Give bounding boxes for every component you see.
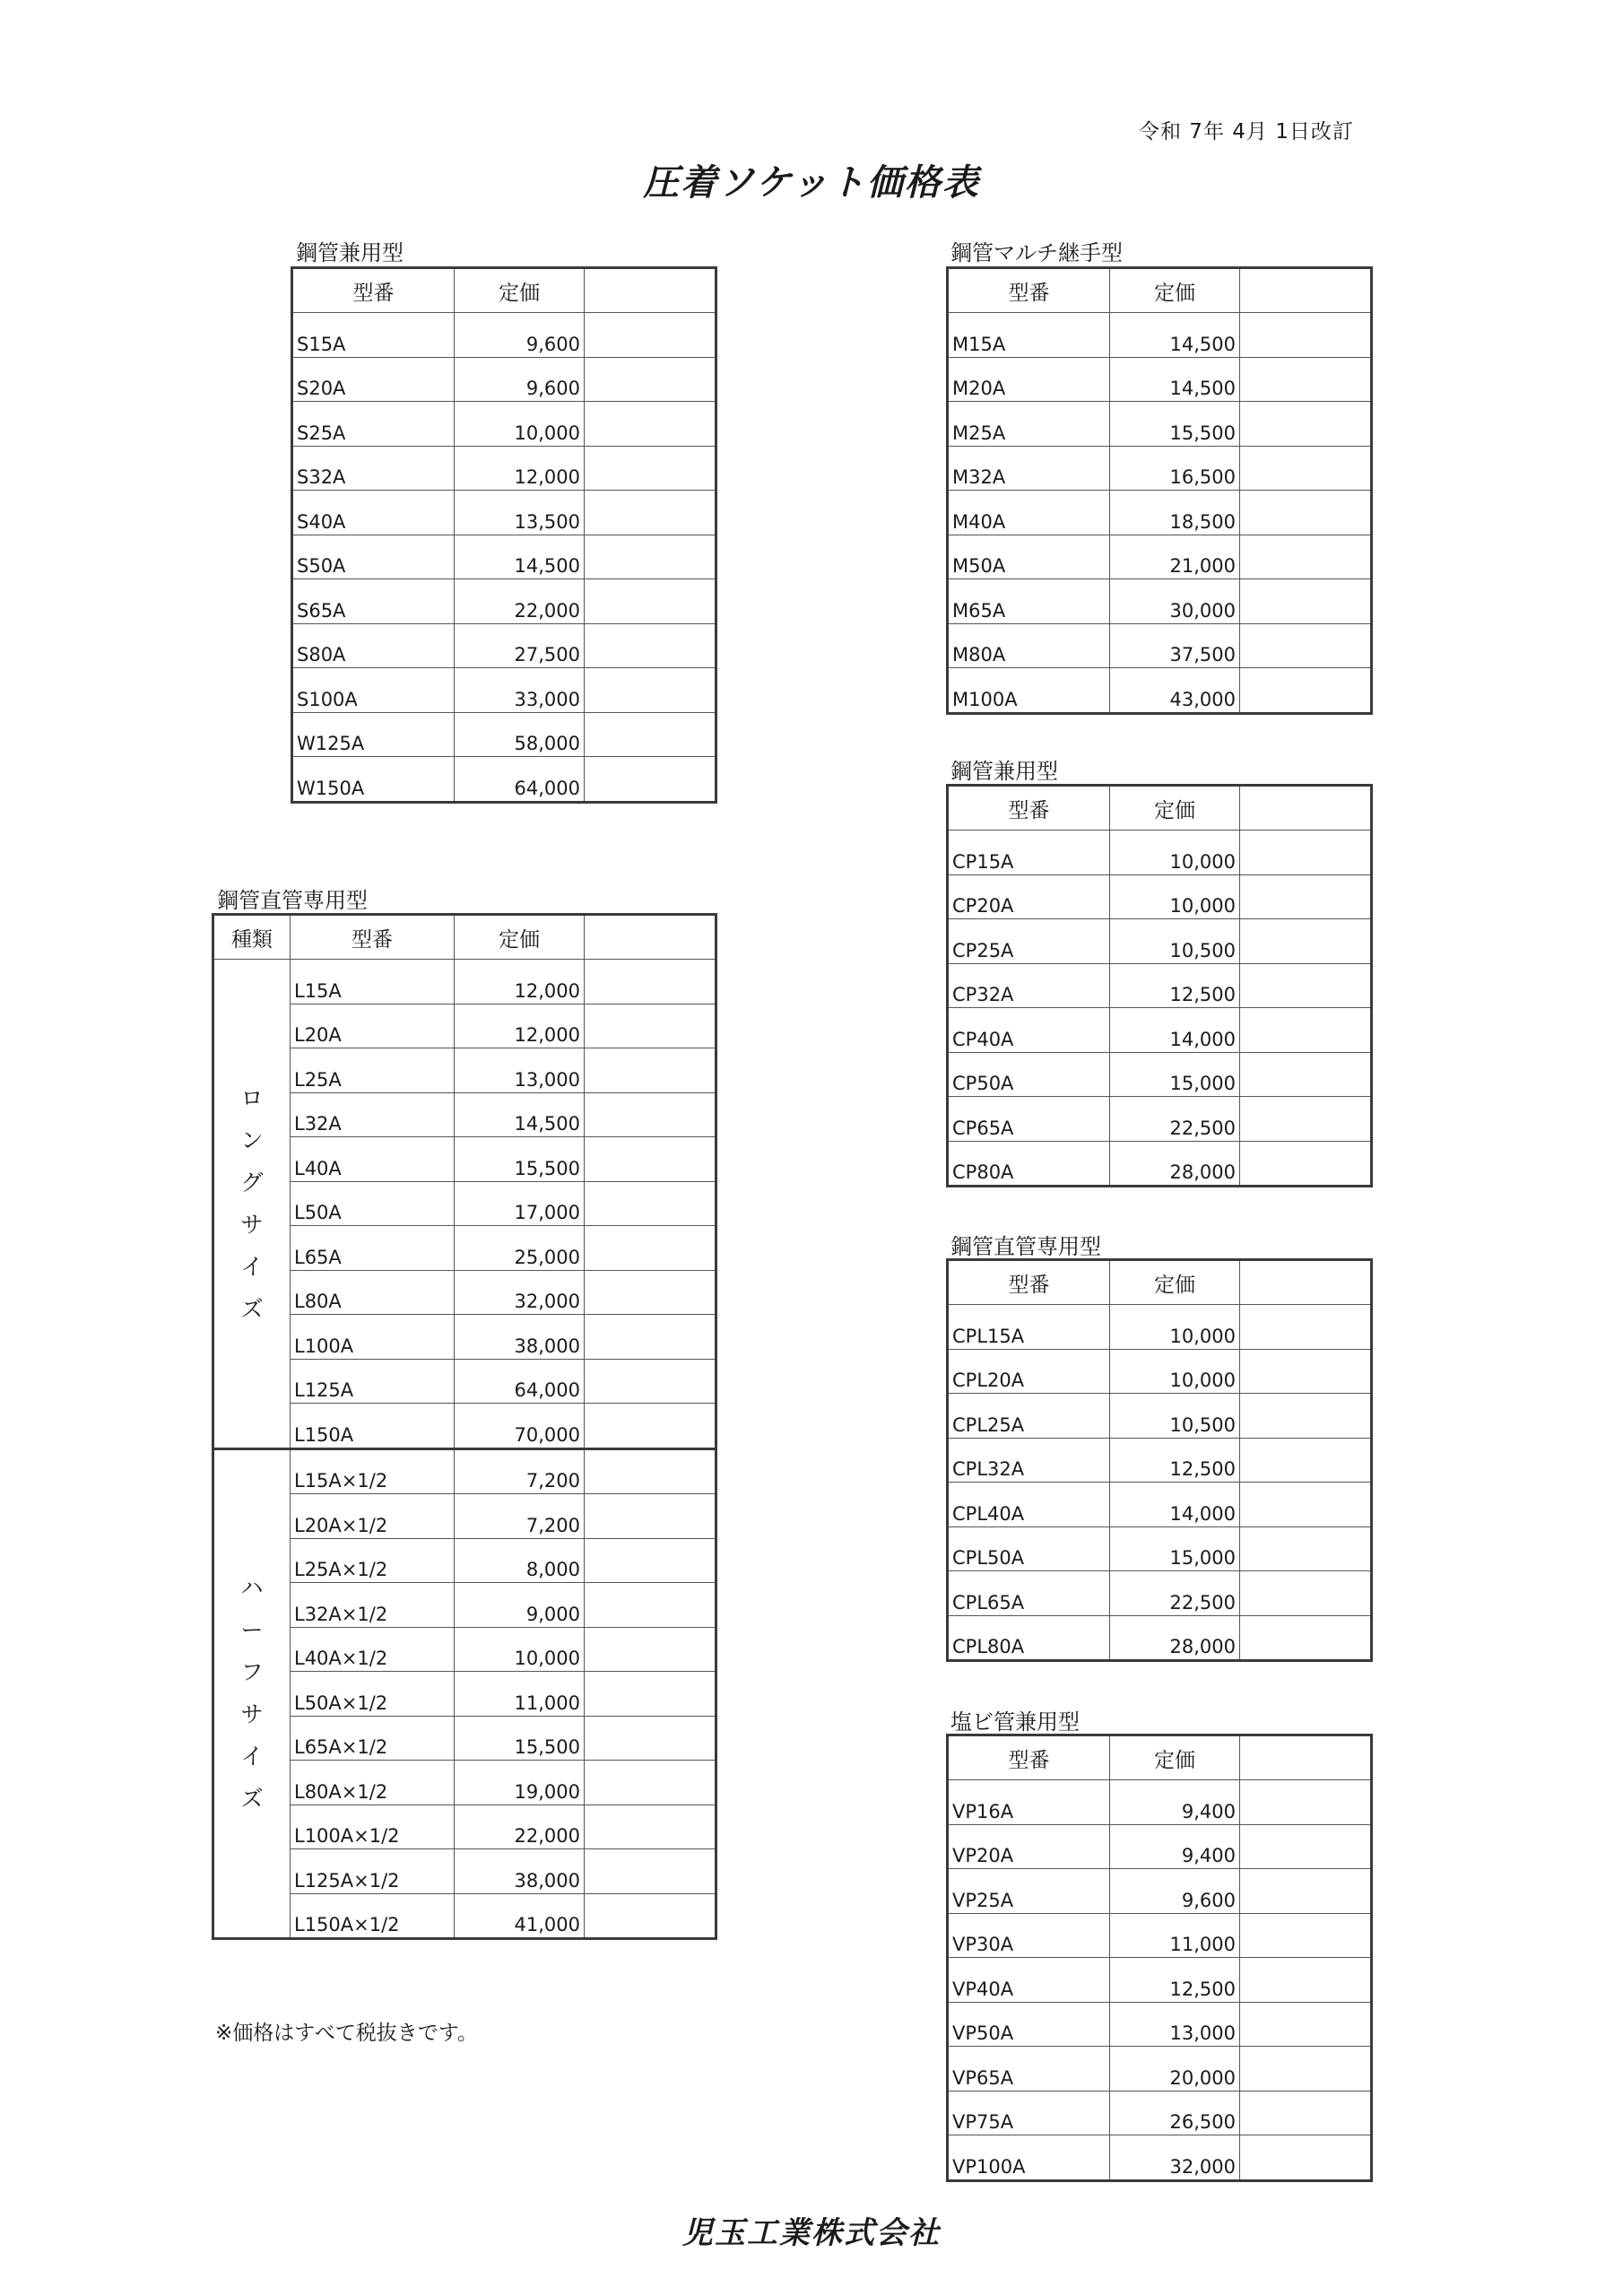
blank-cell xyxy=(1240,1141,1372,1187)
price-cell: 38,000 xyxy=(455,1315,585,1360)
blank-cell xyxy=(585,1716,716,1761)
model-cell: W150A xyxy=(292,757,455,803)
blank-cell xyxy=(585,313,716,358)
table-row xyxy=(292,668,716,713)
model-cell: VP25A xyxy=(948,1869,1110,1914)
price-cell: 10,000 xyxy=(1110,831,1240,875)
table-row xyxy=(292,623,716,668)
model-cell: S50A xyxy=(292,535,455,579)
table-row xyxy=(948,2091,1372,2135)
model-cell: M32A xyxy=(948,446,1110,491)
blank-cell xyxy=(585,1315,716,1360)
price-cell: 10,000 xyxy=(1110,1349,1240,1394)
price-cell: 10,000 xyxy=(455,402,585,447)
price-cell: 14,500 xyxy=(455,535,585,579)
blank-cell xyxy=(1240,623,1372,668)
section-label-s: 鋼管兼用型 xyxy=(296,240,404,265)
model-cell: CPL65A xyxy=(948,1571,1110,1616)
model-cell: L100A×1/2 xyxy=(291,1805,455,1849)
price-cell: 22,000 xyxy=(455,579,585,624)
price-cell: 22,500 xyxy=(1110,1571,1240,1616)
price-cell: 20,000 xyxy=(1110,2047,1240,2092)
table-row xyxy=(948,1052,1372,1097)
col-price-header: 定価 xyxy=(1110,1260,1240,1305)
col-blank-header xyxy=(1240,1735,1372,1780)
price-cell: 58,000 xyxy=(455,712,585,757)
model-cell: CPL20A xyxy=(948,1349,1110,1394)
table-row xyxy=(948,1097,1372,1142)
model-cell: L150A×1/2 xyxy=(291,1893,455,1939)
col-model-header: 型番 xyxy=(291,915,455,960)
table-row xyxy=(948,623,1372,668)
blank-cell xyxy=(585,960,716,1004)
blank-cell xyxy=(1240,1349,1372,1394)
table-row xyxy=(948,313,1372,358)
price-cell: 41,000 xyxy=(455,1893,585,1939)
model-cell: M65A xyxy=(948,579,1110,624)
price-cell: 18,500 xyxy=(1110,491,1240,535)
blank-cell xyxy=(585,1583,716,1628)
model-cell: VP100A xyxy=(948,2135,1110,2181)
table-row xyxy=(948,1615,1372,1661)
table-row xyxy=(292,357,716,402)
model-cell: L25A xyxy=(291,1048,455,1093)
model-cell: S32A xyxy=(292,446,455,491)
col-price-header: 定価 xyxy=(1110,786,1240,831)
blank-cell xyxy=(1240,1615,1372,1661)
table-row xyxy=(292,712,716,757)
model-cell: S65A xyxy=(292,579,455,624)
model-cell: VP16A xyxy=(948,1780,1110,1825)
blank-cell xyxy=(585,668,716,713)
price-cell: 28,000 xyxy=(1110,1615,1240,1661)
price-cell: 11,000 xyxy=(1110,1913,1240,1958)
price-cell: 43,000 xyxy=(1110,668,1240,714)
model-cell: CPL15A xyxy=(948,1305,1110,1350)
blank-cell xyxy=(585,1404,716,1449)
blank-cell xyxy=(1240,1780,1372,1825)
price-cell: 32,000 xyxy=(1110,2135,1240,2181)
model-cell: CP32A xyxy=(948,963,1110,1008)
col-model-header: 型番 xyxy=(948,268,1110,313)
blank-cell xyxy=(1240,357,1372,402)
table-row xyxy=(948,1349,1372,1394)
price-cell: 15,500 xyxy=(1110,402,1240,447)
table-row xyxy=(292,313,716,358)
price-cell: 22,000 xyxy=(455,1805,585,1849)
table-row xyxy=(948,668,1372,714)
section-label-cpl: 鋼管直管専用型 xyxy=(950,1234,1101,1259)
col-kind-header: 種類 xyxy=(213,915,291,960)
table-header-row xyxy=(948,786,1372,831)
blank-cell xyxy=(1240,2002,1372,2047)
table-row xyxy=(948,1394,1372,1439)
table-row xyxy=(948,579,1372,624)
table-row xyxy=(213,1448,716,1494)
blank-cell xyxy=(1240,963,1372,1008)
model-cell: L65A×1/2 xyxy=(291,1716,455,1761)
price-cell: 12,000 xyxy=(455,960,585,1004)
model-cell: L25A×1/2 xyxy=(291,1538,455,1583)
section-label-vp: 塩ビ管兼用型 xyxy=(950,1709,1080,1735)
tax-note: ※価格はすべて税抜きです。 xyxy=(215,2022,478,2045)
blank-cell xyxy=(1240,2091,1372,2135)
price-cell: 12,000 xyxy=(455,1004,585,1048)
table-row xyxy=(948,1869,1372,1914)
model-cell: L32A xyxy=(291,1092,455,1137)
price-table-m xyxy=(946,266,1373,715)
price-cell: 9,600 xyxy=(455,313,585,358)
model-cell: CPL40A xyxy=(948,1483,1110,1527)
blank-cell xyxy=(585,1805,716,1849)
model-cell: L15A xyxy=(291,960,455,1004)
table-row xyxy=(292,491,716,535)
blank-cell xyxy=(1240,668,1372,714)
table-header-row xyxy=(948,1735,1372,1780)
blank-cell xyxy=(1240,1869,1372,1914)
model-cell: VP30A xyxy=(948,1913,1110,1958)
price-table-vp xyxy=(946,1734,1373,2182)
price-cell: 14,500 xyxy=(1110,313,1240,358)
price-cell: 64,000 xyxy=(455,757,585,803)
table-header-row xyxy=(948,1260,1372,1305)
table-row xyxy=(948,1141,1372,1187)
col-blank-header xyxy=(1240,268,1372,313)
table-row xyxy=(948,357,1372,402)
model-cell: S40A xyxy=(292,491,455,535)
price-cell: 12,500 xyxy=(1110,1958,1240,2003)
section-label-l: 鋼管直管専用型 xyxy=(217,888,368,913)
price-cell: 64,000 xyxy=(455,1359,585,1404)
price-cell: 12,500 xyxy=(1110,963,1240,1008)
model-cell: L125A xyxy=(291,1359,455,1404)
table-row xyxy=(948,919,1372,964)
col-blank-header xyxy=(585,268,716,313)
blank-cell xyxy=(585,1627,716,1672)
table-row xyxy=(948,535,1372,579)
price-cell: 7,200 xyxy=(455,1448,585,1494)
model-cell: VP20A xyxy=(948,1824,1110,1869)
model-cell: M25A xyxy=(948,402,1110,447)
blank-cell xyxy=(1240,1824,1372,1869)
blank-cell xyxy=(1240,313,1372,358)
blank-cell xyxy=(1240,446,1372,491)
blank-cell xyxy=(1240,1526,1372,1571)
price-table-s xyxy=(291,266,717,804)
blank-cell xyxy=(585,1359,716,1404)
blank-cell xyxy=(1240,579,1372,624)
price-cell: 32,000 xyxy=(455,1270,585,1315)
blank-cell xyxy=(1240,1097,1372,1142)
blank-cell xyxy=(585,535,716,579)
blank-cell xyxy=(585,623,716,668)
model-cell: CPL25A xyxy=(948,1394,1110,1439)
price-cell: 12,000 xyxy=(455,446,585,491)
model-cell: CP15A xyxy=(948,831,1110,875)
model-cell: CP20A xyxy=(948,874,1110,919)
model-cell: VP65A xyxy=(948,2047,1110,2092)
blank-cell xyxy=(585,1849,716,1894)
table-row xyxy=(948,446,1372,491)
blank-cell xyxy=(585,491,716,535)
table-row xyxy=(948,1571,1372,1616)
model-cell: M50A xyxy=(948,535,1110,579)
table-row xyxy=(948,1780,1372,1825)
kind-cell xyxy=(213,960,291,1449)
model-cell: L40A xyxy=(291,1137,455,1182)
blank-cell xyxy=(585,1893,716,1939)
col-model-header: 型番 xyxy=(948,1260,1110,1305)
model-cell: L40A×1/2 xyxy=(291,1627,455,1672)
price-cell: 9,400 xyxy=(1110,1780,1240,1825)
col-price-header: 定価 xyxy=(1110,268,1240,313)
price-cell: 13,000 xyxy=(1110,2002,1240,2047)
table-row xyxy=(292,579,716,624)
col-blank-header xyxy=(1240,1260,1372,1305)
model-cell: VP50A xyxy=(948,2002,1110,2047)
model-cell: M80A xyxy=(948,623,1110,668)
price-cell: 28,000 xyxy=(1110,1141,1240,1187)
table-row xyxy=(948,831,1372,875)
price-cell: 9,600 xyxy=(1110,1869,1240,1914)
price-cell: 14,000 xyxy=(1110,1008,1240,1053)
table-row xyxy=(948,2002,1372,2047)
model-cell: L80A xyxy=(291,1270,455,1315)
blank-cell xyxy=(585,1761,716,1805)
price-cell: 33,000 xyxy=(455,668,585,713)
model-cell: S80A xyxy=(292,623,455,668)
blank-cell xyxy=(1240,1571,1372,1616)
price-cell: 26,500 xyxy=(1110,2091,1240,2135)
table-row xyxy=(292,757,716,803)
blank-cell xyxy=(585,1672,716,1717)
table-row xyxy=(948,1958,1372,2003)
blank-cell xyxy=(585,1092,716,1137)
col-price-header: 定価 xyxy=(1110,1735,1240,1780)
page-title: 圧着ソケット価格表 xyxy=(643,162,980,204)
model-cell: VP75A xyxy=(948,2091,1110,2135)
table-row xyxy=(948,1824,1372,1869)
blank-cell xyxy=(585,1538,716,1583)
col-price-header: 定価 xyxy=(455,268,585,313)
price-table-cp xyxy=(946,784,1373,1187)
price-cell: 12,500 xyxy=(1110,1438,1240,1483)
blank-cell xyxy=(1240,491,1372,535)
col-blank-header xyxy=(1240,786,1372,831)
kind-cell xyxy=(213,1448,291,1939)
blank-cell xyxy=(1240,874,1372,919)
table-row xyxy=(948,963,1372,1008)
model-cell: CP40A xyxy=(948,1008,1110,1053)
model-cell: L80A×1/2 xyxy=(291,1761,455,1805)
model-cell: S15A xyxy=(292,313,455,358)
blank-cell xyxy=(585,357,716,402)
model-cell: VP40A xyxy=(948,1958,1110,2003)
model-cell: L50A xyxy=(291,1181,455,1226)
table-header-row xyxy=(948,268,1372,313)
price-cell: 27,500 xyxy=(455,623,585,668)
blank-cell xyxy=(1240,1394,1372,1439)
price-cell: 10,000 xyxy=(455,1627,585,1672)
price-cell: 9,400 xyxy=(1110,1824,1240,1869)
price-cell: 22,500 xyxy=(1110,1097,1240,1142)
table-row xyxy=(292,446,716,491)
price-cell: 38,000 xyxy=(455,1849,585,1894)
price-cell: 10,500 xyxy=(1110,1394,1240,1439)
model-cell: L125A×1/2 xyxy=(291,1849,455,1894)
model-cell: M15A xyxy=(948,313,1110,358)
blank-cell xyxy=(585,712,716,757)
table-header-row xyxy=(213,915,716,960)
blank-cell xyxy=(1240,919,1372,964)
model-cell: CP25A xyxy=(948,919,1110,964)
price-cell: 15,500 xyxy=(455,1716,585,1761)
blank-cell xyxy=(1240,1052,1372,1097)
table-row xyxy=(948,1008,1372,1053)
table-row xyxy=(948,491,1372,535)
col-blank-header xyxy=(585,915,716,960)
blank-cell xyxy=(1240,402,1372,447)
price-cell: 14,000 xyxy=(1110,1483,1240,1527)
table-row xyxy=(948,402,1372,447)
blank-cell xyxy=(585,1048,716,1093)
model-cell: CP80A xyxy=(948,1141,1110,1187)
price-cell: 70,000 xyxy=(455,1404,585,1449)
price-cell: 9,000 xyxy=(455,1583,585,1628)
price-cell: 25,000 xyxy=(455,1226,585,1271)
blank-cell xyxy=(1240,2135,1372,2181)
model-cell: L32A×1/2 xyxy=(291,1583,455,1628)
table-row xyxy=(948,2047,1372,2092)
model-cell: CPL32A xyxy=(948,1438,1110,1483)
col-model-header: 型番 xyxy=(292,268,455,313)
price-cell: 9,600 xyxy=(455,357,585,402)
blank-cell xyxy=(1240,535,1372,579)
blank-cell xyxy=(585,757,716,803)
price-cell: 10,500 xyxy=(1110,919,1240,964)
model-cell: CPL80A xyxy=(948,1615,1110,1661)
blank-cell xyxy=(1240,1483,1372,1527)
model-cell: L15A×1/2 xyxy=(291,1448,455,1494)
price-cell: 14,500 xyxy=(455,1092,585,1137)
table-row xyxy=(213,960,716,1004)
model-cell: L65A xyxy=(291,1226,455,1271)
table-row xyxy=(948,1305,1372,1350)
table-header-row xyxy=(292,268,716,313)
model-cell: L150A xyxy=(291,1404,455,1449)
price-cell: 19,000 xyxy=(455,1761,585,1805)
price-cell: 15,000 xyxy=(1110,1526,1240,1571)
model-cell: CPL50A xyxy=(948,1526,1110,1571)
table-row xyxy=(948,1483,1372,1527)
blank-cell xyxy=(585,1004,716,1048)
company-name: 児玉工業株式会社 xyxy=(682,2215,941,2251)
table-row xyxy=(292,402,716,447)
model-cell: CP65A xyxy=(948,1097,1110,1142)
blank-cell xyxy=(585,1494,716,1539)
blank-cell xyxy=(1240,1958,1372,2003)
table-row xyxy=(292,535,716,579)
price-cell: 15,000 xyxy=(1110,1052,1240,1097)
price-cell: 16,500 xyxy=(1110,446,1240,491)
blank-cell xyxy=(1240,1913,1372,1958)
kind-label: ハーフサイズ xyxy=(240,1575,264,1813)
model-cell: S20A xyxy=(292,357,455,402)
price-cell: 15,500 xyxy=(455,1137,585,1182)
col-price-header: 定価 xyxy=(455,915,585,960)
price-table-cpl xyxy=(946,1258,1373,1662)
blank-cell xyxy=(585,1448,716,1494)
price-cell: 21,000 xyxy=(1110,535,1240,579)
blank-cell xyxy=(585,1270,716,1315)
price-table-l xyxy=(212,913,717,1940)
blank-cell xyxy=(1240,2047,1372,2092)
table-row xyxy=(948,874,1372,919)
model-cell: L100A xyxy=(291,1315,455,1360)
price-cell: 13,000 xyxy=(455,1048,585,1093)
model-cell: M20A xyxy=(948,357,1110,402)
table-row xyxy=(948,1526,1372,1571)
model-cell: S25A xyxy=(292,402,455,447)
model-cell: M100A xyxy=(948,668,1110,714)
section-label-cp: 鋼管兼用型 xyxy=(950,759,1058,784)
blank-cell xyxy=(585,579,716,624)
model-cell: M40A xyxy=(948,491,1110,535)
blank-cell xyxy=(585,402,716,447)
price-cell: 14,500 xyxy=(1110,357,1240,402)
blank-cell xyxy=(585,1137,716,1182)
blank-cell xyxy=(1240,1438,1372,1483)
col-model-header: 型番 xyxy=(948,1735,1110,1780)
price-cell: 10,000 xyxy=(1110,1305,1240,1350)
model-cell: L50A×1/2 xyxy=(291,1672,455,1717)
blank-cell xyxy=(585,446,716,491)
price-cell: 37,500 xyxy=(1110,623,1240,668)
table-row xyxy=(948,1913,1372,1958)
price-cell: 10,000 xyxy=(1110,874,1240,919)
blank-cell xyxy=(585,1226,716,1271)
price-cell: 17,000 xyxy=(455,1181,585,1226)
table-row xyxy=(948,2135,1372,2181)
model-cell: CP50A xyxy=(948,1052,1110,1097)
blank-cell xyxy=(1240,1008,1372,1053)
col-model-header: 型番 xyxy=(948,786,1110,831)
section-label-m: 鋼管マルチ継手型 xyxy=(950,240,1123,265)
blank-cell xyxy=(585,1181,716,1226)
blank-cell xyxy=(1240,831,1372,875)
price-cell: 30,000 xyxy=(1110,579,1240,624)
model-cell: S100A xyxy=(292,668,455,713)
price-cell: 7,200 xyxy=(455,1494,585,1539)
blank-cell xyxy=(1240,1305,1372,1350)
revision-date: 令和 7年 4月 1日改訂 xyxy=(1139,120,1354,144)
table-row xyxy=(948,1438,1372,1483)
model-cell: W125A xyxy=(292,712,455,757)
price-cell: 11,000 xyxy=(455,1672,585,1717)
kind-label: ロングサイズ xyxy=(240,1084,264,1322)
model-cell: L20A xyxy=(291,1004,455,1048)
model-cell: L20A×1/2 xyxy=(291,1494,455,1539)
price-cell: 8,000 xyxy=(455,1538,585,1583)
price-cell: 13,500 xyxy=(455,491,585,535)
